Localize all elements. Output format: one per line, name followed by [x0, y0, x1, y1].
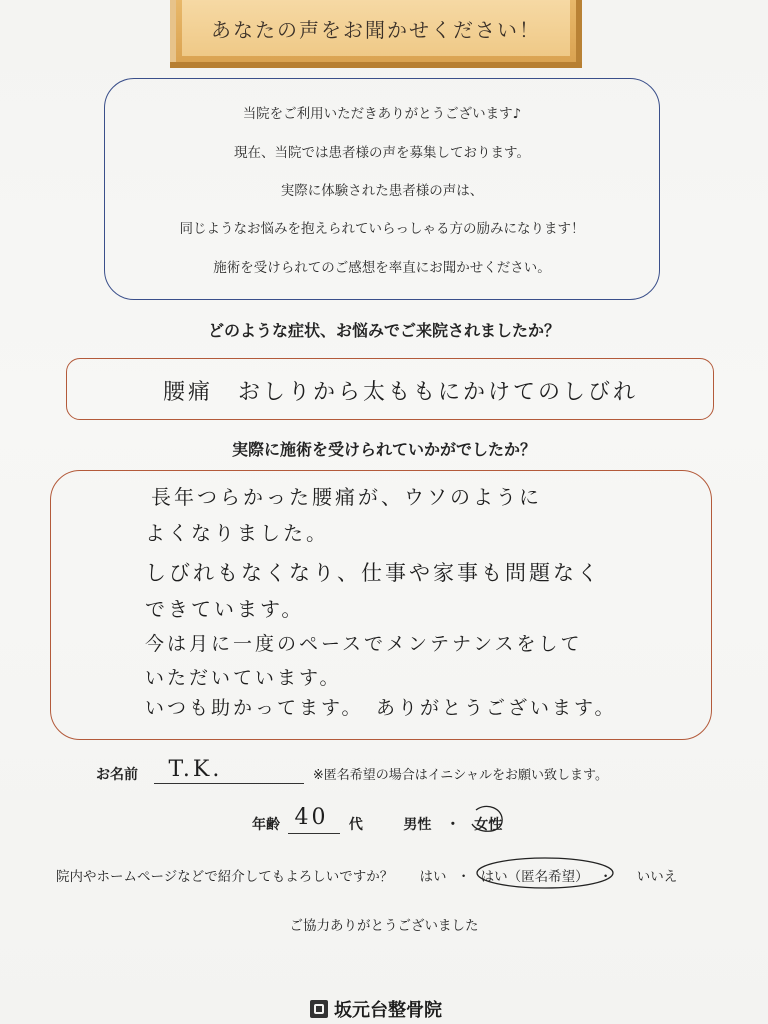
gender-female[interactable] — [474, 814, 502, 834]
intro-line: 施術を受けられてのご感想を率直にお聞かせください。 — [213, 259, 551, 276]
gender-separator: ・ — [445, 817, 460, 833]
option-yes-anonymous-label: はい（匿名希望） — [480, 869, 589, 885]
clinic-logo — [310, 996, 442, 1022]
symptoms-answer-box[interactable] — [66, 358, 714, 420]
permission-row — [56, 865, 677, 885]
age-label: 年齢 — [252, 817, 280, 833]
circle-mark-icon — [468, 804, 508, 836]
symptoms-answer: 腰痛 おしりから太ももにかけてのしびれ — [163, 380, 639, 405]
intro-line: 同じようなお悩みを抱えられていらっしゃる方の励みになります！ — [179, 221, 585, 238]
answer-line: しびれもなくなり、仕事や家事も問題なく — [145, 561, 601, 585]
name-value: T.K. — [168, 757, 223, 782]
intro-line: 当院をご利用いただきありがとうございます♪ — [242, 106, 522, 123]
clinic-logo-icon — [310, 1000, 328, 1018]
answer-line: よくなりました。 — [145, 521, 329, 545]
name-row — [96, 757, 608, 784]
thanks-text: ご協力ありがとうございました — [289, 918, 479, 934]
intro-box — [104, 78, 660, 300]
banner-title: あなたの声をお聞かせください！ — [182, 0, 570, 56]
option-no[interactable]: いいえ — [636, 869, 678, 885]
answer-line: 長年つらかった腰痛が、ウソのように — [151, 485, 542, 509]
answer-line: 今は月に一度のペースでメンテナンスをして — [145, 633, 583, 655]
name-label: お名前 — [96, 767, 138, 783]
age-value: 40 — [294, 805, 329, 830]
question-symptoms: どのような症状、お悩みでご来院されましたか？ — [207, 321, 560, 340]
permission-question: 院内やホームページなどで紹介してもよろしいですか？ — [56, 869, 394, 885]
answer-line: できています。 — [145, 597, 305, 621]
experience-answer-box[interactable] — [50, 470, 712, 740]
option-yes[interactable]: はい — [419, 869, 447, 885]
option-yes-anonymous[interactable] — [481, 865, 589, 885]
age-row — [252, 805, 503, 834]
gender-male[interactable]: 男性 — [403, 817, 432, 833]
intro-line: 現在、当院では患者様の声を募集しております。 — [234, 144, 530, 161]
age-suffix: 代 — [348, 817, 363, 833]
question-experience: 実際に施術を受けられていかがでしたか？ — [231, 440, 536, 459]
header-banner — [170, 0, 582, 68]
permission-separator: ・ — [456, 869, 471, 885]
name-field[interactable] — [154, 757, 304, 784]
name-note: ※匿名希望の場合はイニシャルをお願い致します。 — [312, 768, 608, 783]
circle-mark-icon — [471, 853, 621, 893]
age-field[interactable] — [288, 805, 340, 834]
intro-line: 実際に体験された患者様の声は、 — [280, 182, 484, 199]
answer-line: いつも助かってます。 ありがとうございます。 — [145, 697, 617, 719]
gender-female-label: 女性 — [474, 817, 503, 833]
clinic-name: 坂元台整骨院 — [334, 1000, 442, 1021]
permission-separator: ・ — [598, 869, 613, 885]
answer-line: いただいています。 — [145, 667, 342, 689]
